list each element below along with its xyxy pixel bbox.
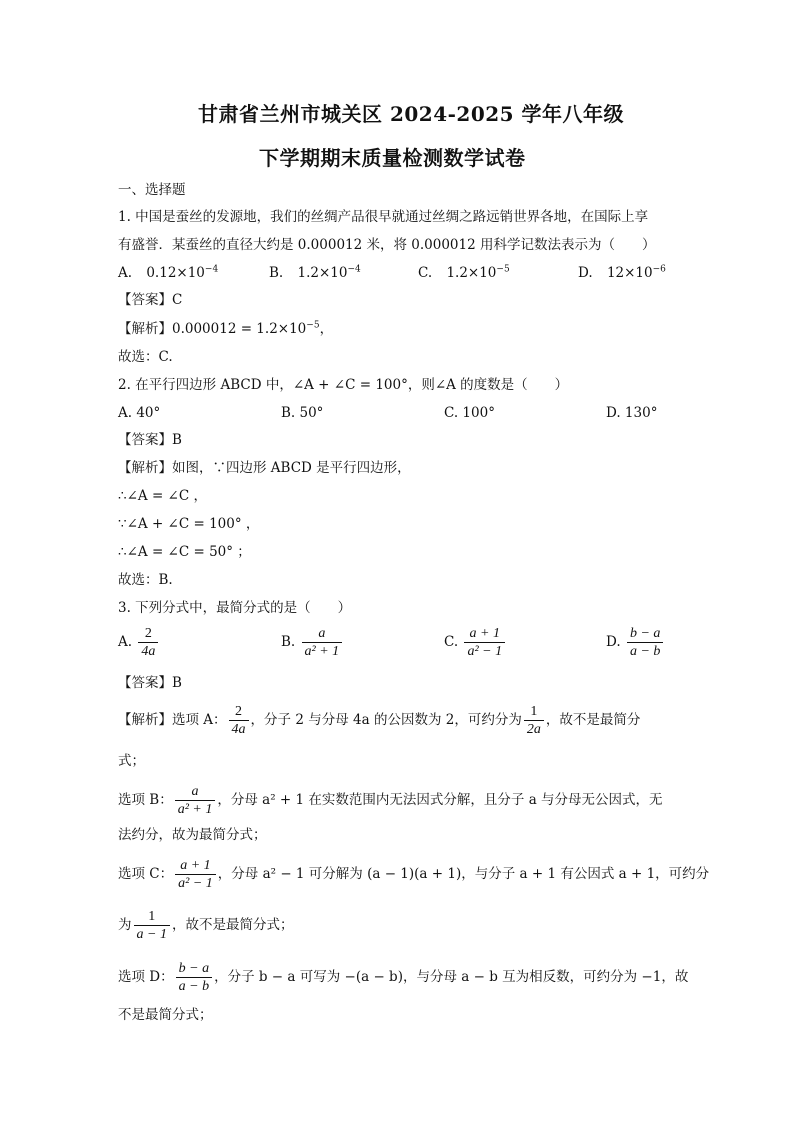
q3-analysis-c-line2-tail: ，故不是最简分式； — [171, 917, 294, 933]
q3-option-d-label: D. — [606, 634, 621, 650]
q3-answer: 【答案】B — [118, 675, 182, 691]
q2-option-c: C. 100° — [444, 405, 495, 421]
exam-title-line1: 甘肃省兰州市城关区 2024-2025 学年八年级 — [198, 102, 625, 126]
q3-analysis-a-line2: 式； — [118, 753, 145, 769]
exam-title-line2: 下学期期末质量检测数学试卷 — [259, 146, 526, 170]
q3-analysis-b — [118, 783, 663, 818]
q3-analysis-a-fraction2: $\frac{1}{2a}$ — [524, 703, 544, 738]
q1-option-a — [118, 263, 218, 283]
q1-conclusion: 故选：C. — [118, 349, 173, 365]
q2-stem: 2. 在平行四边形 ABCD 中，∠A + ∠C = 100°，则∠A 的度数是（ ） — [118, 377, 569, 393]
q3-analysis-a-tail: ，故不是最简分 — [545, 712, 641, 728]
q3-option-d-fraction: $\frac{b - a}{a - b}$ — [627, 625, 663, 660]
q3-option-c — [444, 625, 507, 660]
q1-stem-line2: 有盛誉．某蚕丝的直径大约是 0.000012 米，将 0.000012 用科学记数法表示为（ ） — [118, 237, 656, 253]
q3-analysis-d-line2: 不是最简分式； — [118, 1007, 213, 1023]
q1-option-a-label: A. — [118, 265, 133, 281]
section-heading: 一、选择题 — [118, 182, 186, 198]
q3-option-a-label: A. — [118, 634, 133, 650]
q3-option-b-label: B. — [281, 634, 296, 650]
q1-analysis-expr: 0.000012 = 1.2×10 — [172, 321, 307, 337]
q2-option-b: B. 50° — [281, 405, 324, 421]
q3-analysis-a — [118, 703, 640, 738]
q3-option-a-fraction: $\frac{2}{4a}$ — [138, 625, 158, 660]
q1-option-b-exp: −4 — [347, 264, 361, 275]
q2-option-d: D. 130° — [606, 405, 658, 421]
q1-option-d-label: D. — [578, 265, 593, 281]
q1-answer: 【答案】C — [118, 292, 183, 308]
q3-analysis-d-fraction: $\frac{b - a}{a - b}$ — [176, 960, 212, 995]
q1-stem-line1: 1. 中国是蚕丝的发源地，我们的丝绸产品很早就通过丝绸之路远销世界各地，在国际上享 — [118, 209, 649, 225]
q1-option-a-value: 0.12×10 — [146, 265, 205, 281]
q3-analysis-c — [118, 857, 709, 892]
q2-analysis-line4: ∴∠A = ∠C = 50° ； — [118, 544, 251, 560]
q3-analysis-d-tail: ，分子 b − a 可写为 −(a − b)，与分母 a − b 互为相反数，可约分为 −1，故 — [214, 969, 689, 985]
q1-option-c — [418, 263, 510, 283]
q2-conclusion: 故选：B. — [118, 572, 173, 588]
q3-analysis-a-fraction: $\frac{2}{4a}$ — [229, 703, 249, 738]
q3-analysis-c-line2 — [118, 908, 293, 943]
q3-option-a — [118, 625, 160, 660]
q2-analysis-line2: ∴∠A = ∠C ， — [118, 488, 207, 504]
q3-option-b — [281, 625, 344, 660]
q2-analysis-line3: ∵∠A + ∠C = 100° ， — [118, 516, 260, 532]
q1-option-d-exp: −6 — [652, 264, 666, 275]
q3-analysis-a-mid: ，分子 2 与分母 4a 的公因数为 2，可约分为 — [250, 712, 522, 728]
q3-analysis-d — [118, 960, 688, 995]
q1-analysis — [118, 319, 333, 339]
q1-option-b-label: B. — [269, 265, 284, 281]
q3-analysis-c-tail: ，分母 a² − 1 可分解为 (a − 1)(a + 1)，与分子 a + 1 有公因式 a + 1，可约分 — [217, 866, 710, 882]
q1-option-d — [578, 263, 666, 283]
q2-option-a: A. 40° — [118, 405, 161, 421]
q2-analysis-line1: 【解析】如图，∵四边形 ABCD 是平行四边形， — [118, 460, 411, 476]
q3-analysis-b-line2: 法约分，故为最简分式； — [118, 827, 267, 843]
q3-analysis-c-fraction2: $\frac{1}{a - 1}$ — [134, 908, 170, 943]
q1-option-c-exp: −5 — [496, 264, 510, 275]
q3-analysis-a-prefix: 【解析】选项 A： — [118, 712, 227, 728]
q1-option-b-value: 1.2×10 — [297, 265, 348, 281]
q1-option-b — [269, 263, 361, 283]
q3-option-c-label: C. — [444, 634, 459, 650]
q3-analysis-b-fraction: $\frac{a}{\text{a² + 1}}$ — [175, 783, 216, 818]
q3-analysis-c-prefix: 选项 C： — [118, 866, 174, 882]
q3-analysis-b-tail: ，分母 a² + 1 在实数范围内无法因式分解，且分子 a 与分母无公因式，无 — [217, 792, 663, 808]
q1-analysis-exp: −5 — [306, 320, 320, 331]
q3-stem: 3. 下列分式中，最简分式的是（ ） — [118, 600, 352, 616]
q2-answer: 【答案】B — [118, 432, 182, 448]
q1-analysis-tail: ， — [319, 321, 334, 337]
q3-analysis-b-prefix: 选项 B： — [118, 792, 173, 808]
q3-option-d — [606, 625, 665, 660]
q3-analysis-c-fraction: $\frac{a + 1}{\text{a² − 1}}$ — [175, 857, 216, 892]
q1-analysis-label: 【解析】 — [118, 321, 172, 337]
q3-analysis-d-prefix: 选项 D： — [118, 969, 174, 985]
q1-option-c-value: 1.2×10 — [446, 265, 497, 281]
q3-option-c-fraction: $\frac{a + 1}{\text{a² − 1}}$ — [464, 625, 505, 660]
q3-analysis-c-line2-prefix: 为 — [118, 917, 132, 933]
q1-option-c-label: C. — [418, 265, 433, 281]
q1-option-a-exp: −4 — [204, 264, 219, 275]
q1-option-d-value: 12×10 — [606, 265, 653, 281]
q3-option-b-fraction: $\frac{a}{\text{a² + 1}}$ — [302, 625, 343, 660]
